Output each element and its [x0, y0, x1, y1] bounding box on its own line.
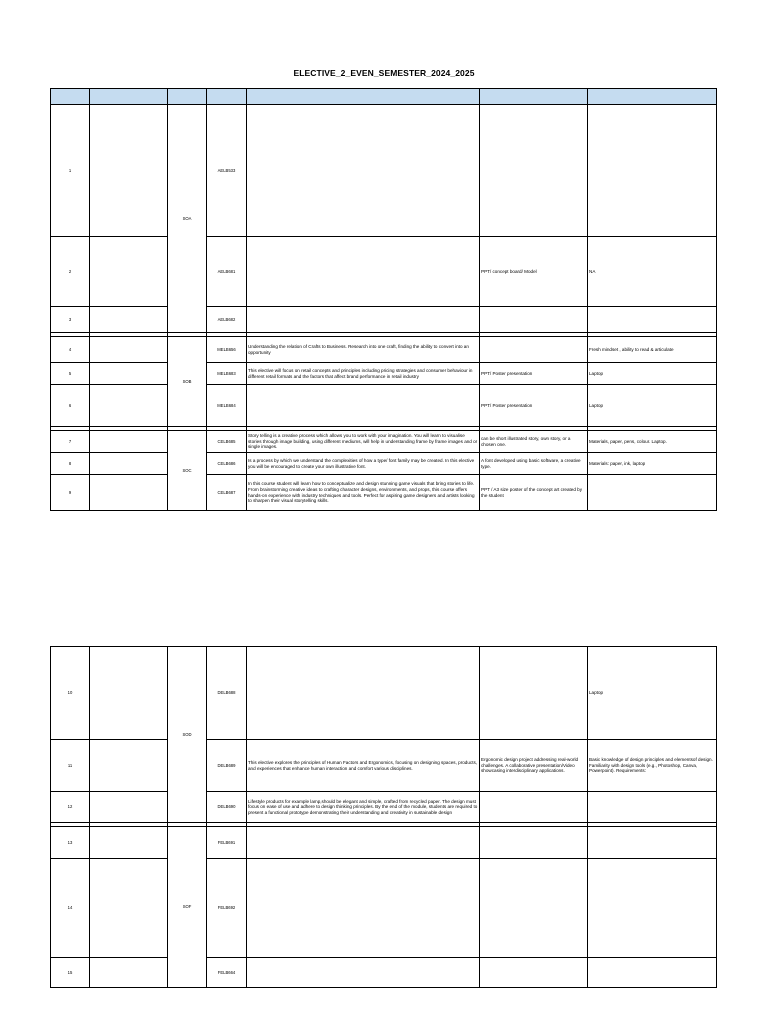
course-code: DELB689 [207, 740, 247, 792]
course-code: MELB656 [207, 337, 247, 363]
course-description [247, 307, 480, 333]
course-name [90, 475, 168, 511]
requirements: Fresh mindset , ability to read & articulate [588, 337, 717, 363]
serial-number: 9 [51, 475, 90, 511]
course-name [90, 385, 168, 427]
document-title: ELECTIVE_2_EVEN_SEMESTER_2024_2025 [293, 68, 475, 78]
serial-number: 1 [51, 105, 90, 237]
course-name [90, 431, 168, 453]
course-code: DELB688 [207, 647, 247, 740]
requirements: Basic knowledge of design principles and elementsof design. Familiarity with design tools (e.g., Photoshop, Canva, Powerpoint). Requirements: [588, 740, 717, 792]
course-name [90, 237, 168, 307]
table-row [51, 792, 717, 823]
school-code: SOB [168, 337, 207, 427]
electives-table-part-2 [50, 646, 717, 988]
course-description: This elective explores the principles of Human Factors and Ergonomics, focusing on designing spaces, products, and experiences that enhance human interaction and comfort various disciplines. [247, 740, 480, 792]
assessment: PPT/ Poster presentation [480, 385, 588, 427]
header-cell [480, 89, 588, 105]
table-row [51, 958, 717, 988]
assessment [480, 105, 588, 237]
course-description: Story telling is a creative process which allows you to work with your imagination. You will learn to visualise stories through image building, using different mediums, will help in understanding frame by frame images and or single images. [247, 431, 480, 453]
course-code: DELB690 [207, 792, 247, 823]
assessment: can be short illustrated story, own story, or a chosen one. [480, 431, 588, 453]
course-name [90, 363, 168, 385]
course-description: This elective will focus on retail concepts and principles including pricing strategies and consumer behaviour in different retail formats and the factors that affect brand performance in retail industry [247, 363, 480, 385]
table-row [51, 827, 717, 859]
assessment: PPT/ concept board/ Model [480, 237, 588, 307]
requirements: Laptop [588, 385, 717, 427]
course-code: CELB685 [207, 431, 247, 453]
header-cell [588, 89, 717, 105]
requirements: Materials, paper, pens, colour. Laptop. [588, 431, 717, 453]
requirements [588, 792, 717, 823]
course-name [90, 337, 168, 363]
requirements [588, 827, 717, 859]
requirements [588, 859, 717, 958]
header-row [51, 89, 717, 105]
table-row [51, 740, 717, 792]
serial-number: 5 [51, 363, 90, 385]
serial-number: 3 [51, 307, 90, 333]
serial-number: 12 [51, 792, 90, 823]
course-description [247, 385, 480, 427]
requirements: Laptop [588, 647, 717, 740]
assessment [480, 647, 588, 740]
table-row [51, 385, 717, 427]
table-row [51, 859, 717, 958]
course-name [90, 958, 168, 988]
header-cell [90, 89, 168, 105]
assessment [480, 307, 588, 333]
course-code: MELB683 [207, 363, 247, 385]
table-row [51, 307, 717, 333]
course-description [247, 958, 480, 988]
table-row [51, 237, 717, 307]
course-name [90, 827, 168, 859]
table-row [51, 337, 717, 363]
course-description [247, 647, 480, 740]
requirements: Laptop [588, 363, 717, 385]
course-name [90, 792, 168, 823]
school-code: SOD [168, 647, 207, 823]
assessment: PPT / A3 size poster of the concept art created by the student [480, 475, 588, 511]
course-code: CELB687 [207, 475, 247, 511]
serial-number: 2 [51, 237, 90, 307]
assessment [480, 337, 588, 363]
course-name [90, 453, 168, 475]
header-cell [51, 89, 90, 105]
requirements [588, 475, 717, 511]
header-cell [207, 89, 247, 105]
assessment [480, 859, 588, 958]
course-code: AELB533 [207, 105, 247, 237]
course-description [247, 105, 480, 237]
requirements: Materials: paper, ink, laptop [588, 453, 717, 475]
electives-table-part-1 [50, 88, 717, 511]
serial-number: 11 [51, 740, 90, 792]
header-cell [168, 89, 207, 105]
course-code: CELB686 [207, 453, 247, 475]
course-code: FELB691 [207, 827, 247, 859]
assessment: A font developed using basic software, a creative type. [480, 453, 588, 475]
serial-number: 6 [51, 385, 90, 427]
course-code: FELB692 [207, 859, 247, 958]
course-code: AELB682 [207, 307, 247, 333]
serial-number: 13 [51, 827, 90, 859]
serial-number: 7 [51, 431, 90, 453]
requirements [588, 307, 717, 333]
course-name [90, 859, 168, 958]
table-row [51, 431, 717, 453]
table-row [51, 363, 717, 385]
serial-number: 8 [51, 453, 90, 475]
assessment: Ergonomic design project addressing real-world challenges. A collaborative presentation/Video showcasing interdisciplinary applications. [480, 740, 588, 792]
table-row [51, 475, 717, 511]
course-code: AELB681 [207, 237, 247, 307]
course-name [90, 307, 168, 333]
assessment [480, 792, 588, 823]
course-description: Lifestyle products for example lamp,should be elegant and simple, crafted from recycled paper. The design must focus on ease of use and adhere to design thinking principles. By the end of the module, students are required to present a functional prototype demonstrating their understanding and creativity in sustainable design [247, 792, 480, 823]
table-row [51, 647, 717, 740]
assessment [480, 827, 588, 859]
serial-number: 15 [51, 958, 90, 988]
serial-number: 10 [51, 647, 90, 740]
requirements [588, 105, 717, 237]
table-row [51, 105, 717, 237]
serial-number: 14 [51, 859, 90, 958]
course-name [90, 647, 168, 740]
header-cell [247, 89, 480, 105]
assessment: PPT/ Poster presentation [480, 363, 588, 385]
school-code: SOC [168, 431, 207, 511]
school-code: SOF [168, 827, 207, 988]
school-code: SOA [168, 105, 207, 333]
course-code: FELB664 [207, 958, 247, 988]
course-name [90, 740, 168, 792]
course-description: In this course student will learn how to conceptualize and design stunning game visuals that bring stories to life. From brainstorming creative ideas to crafting character designs, environments, and props, this course offers hands-on experience with industry techniques and tools. Perfect for aspiring game designers and artists looking to sharpen their visual storytelling skills. [247, 475, 480, 511]
course-description [247, 237, 480, 307]
requirements [588, 958, 717, 988]
serial-number: 4 [51, 337, 90, 363]
table-row [51, 453, 717, 475]
course-description: Is a process by which we understand the complexities of how a type/ font family may be created. In this elective you will be encouraged to create your own illustrative font. [247, 453, 480, 475]
requirements: NA [588, 237, 717, 307]
course-name [90, 105, 168, 237]
course-description [247, 827, 480, 859]
course-description [247, 859, 480, 958]
course-description: Understanding the relation of Crafts to Business. Research into one craft, finding the ability to convert into an opportunity [247, 337, 480, 363]
assessment [480, 958, 588, 988]
course-code: MELB684 [207, 385, 247, 427]
